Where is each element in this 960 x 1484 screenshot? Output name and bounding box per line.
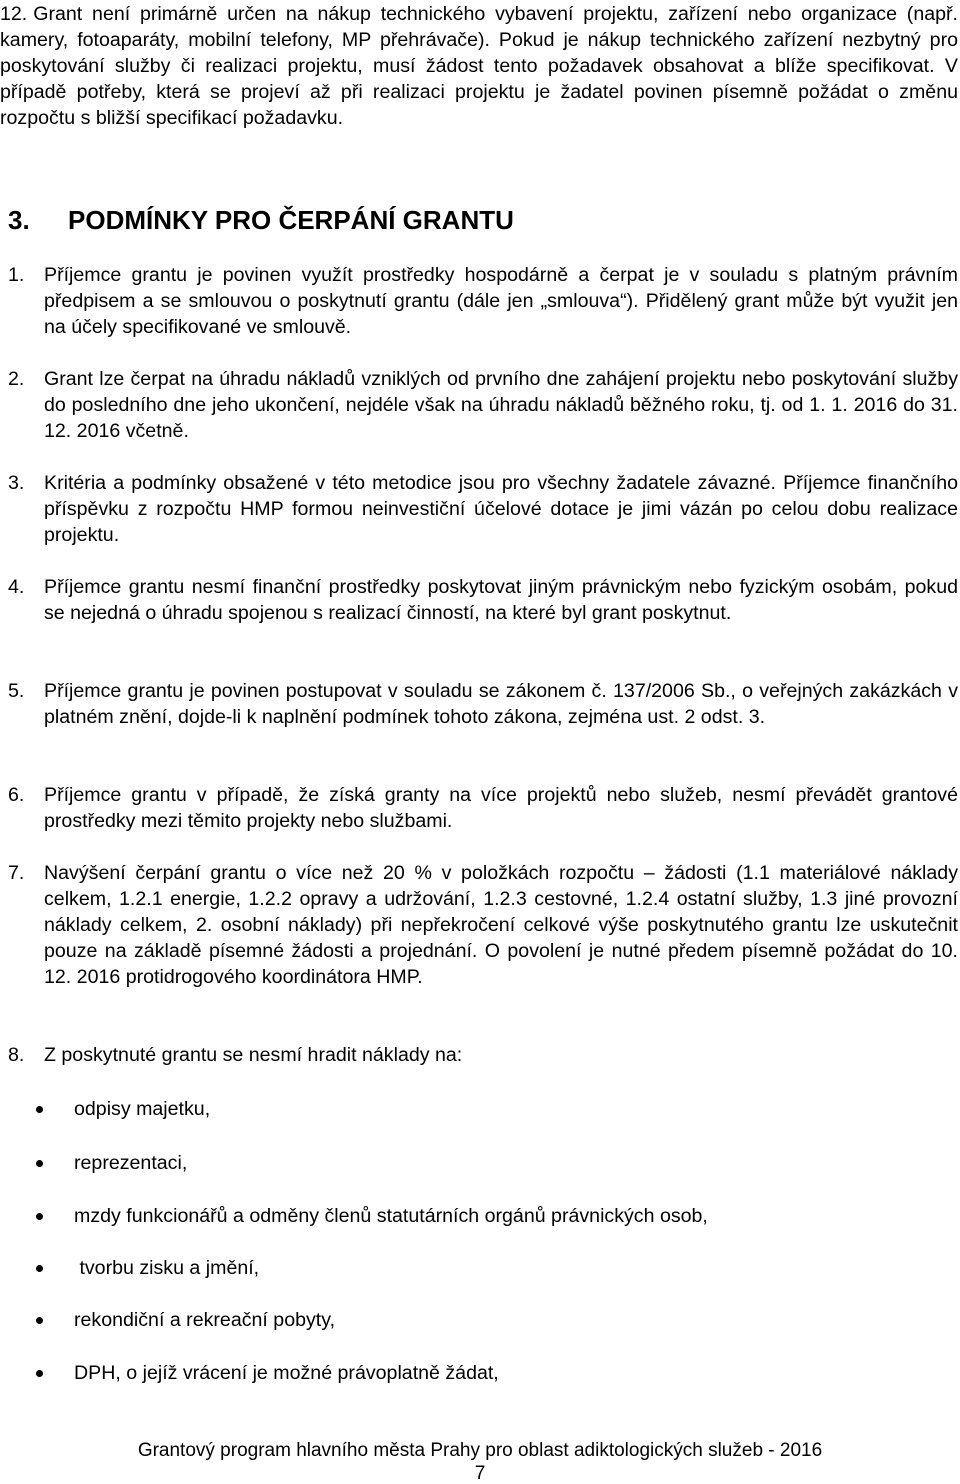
paragraph-12 — [0, 1, 958, 131]
item-3-number: 3. — [8, 472, 25, 494]
item-2-text: Grant lze čerpat na úhradu nákladů vzniklých od prvního dne zahájení projektu nebo poskytování služby do posledního dne jeho ukončení, nejdéle však na úhradu nákladů běžného roku, tj. od 1. 1. 2016 do 31. 12. 2016 včetně. — [44, 368, 958, 442]
item-6-number: 6. — [8, 784, 25, 806]
bullet-icon — [36, 1265, 43, 1272]
page-footer: Grantový program hlavního města Prahy pro oblast adiktologických služeb - 2016 — [137, 1440, 823, 1461]
item-7-text: Navýšení čerpání grantu o více než 20 % v položkách rozpočtu – žádosti (1.1 materiálové náklady celkem, 1.2.1 energie, 1.2.2 opravy a udržování, 1.2.3 cestovné, 1.2.4 ostatní služby, 1.3 jiné provozní náklady celkem, 2. osobní náklady) při nepřekročení celkové výše poskytnutého grantu lze uskutečnit pouze na základě písemné žádosti a projednání. O povolení je nutné předem písemně požádat do 10. 12. 2016 protidrogového koordinátora HMP. — [44, 862, 958, 988]
list-item-text: odpisy majetku, — [74, 1098, 211, 1120]
section-heading — [8, 204, 514, 236]
list-item — [0, 1203, 960, 1229]
item-8-text: Z poskytnuté grantu se nesmí hradit náklady na: — [44, 1044, 463, 1066]
item-7-number: 7. — [8, 862, 25, 884]
list-item-text: tvorbu zisku a jmění, — [74, 1257, 260, 1279]
list-item-text: mzdy funkcionářů a odměny členů statutárních orgánů právnických osob, — [74, 1205, 708, 1227]
item-4-number: 4. — [8, 576, 25, 598]
paragraph-12-number: 12. — [0, 3, 28, 25]
bullet-icon — [36, 1106, 43, 1113]
list-item — [0, 1307, 960, 1333]
list-item — [0, 1150, 960, 1176]
list-item-text: reprezentaci, — [74, 1152, 188, 1174]
bullet-icon — [36, 1160, 43, 1167]
list-item-text: rekondiční a rekreační pobyty, — [74, 1309, 336, 1331]
item-3-text: Kritéria a podmínky obsažené v této metodice jsou pro všechny žadatele závazné. Příjemce finančního příspěvku z rozpočtu HMP formou neinvestiční účelové dotace je jimi vázán po celou dobu realizace projektu. — [44, 472, 958, 546]
bullet-icon — [36, 1317, 43, 1324]
list-item — [0, 1255, 960, 1281]
item-1-number: 1. — [8, 264, 25, 286]
item-4-text: Příjemce grantu nesmí finanční prostředky poskytovat jiným právnickým nebo fyzickým osobám, pokud se nejedná o úhradu spojenou s realizací činností, na které byl grant poskytnut. — [44, 576, 958, 624]
list-item — [0, 1360, 960, 1386]
list-item — [0, 1096, 960, 1122]
item-1-text: Příjemce grantu je povinen využít prostředky hospodárně a čerpat je v souladu s platným právním předpisem a se smlouvou o poskytnutí grantu (dále jen „smlouva“). Přidělený grant může být využit jen na účely specifikované ve smlouvě. — [44, 264, 958, 338]
list-item-text: DPH, o jejíž vrácení je možné právoplatně žádat, — [74, 1362, 499, 1384]
section-title: PODMÍNKY PRO ČERPÁNÍ GRANTU — [68, 205, 514, 235]
bullet-icon — [36, 1370, 43, 1377]
item-8-number: 8. — [8, 1044, 25, 1066]
paragraph-12-text: Grant není primárně určen na nákup technického vybavení projektu, zařízení nebo organizace (např. kamery, fotoaparáty, mobilní telefony, MP přehrávače). Pokud je nákup technického zařízení nezbytný pro poskytování služby či realizaci projektu, musí žádost tento požadavek obsahovat a blíže specifikovat. V případě potřeby, která se projeví až při realizaci projektu je žadatel povinen písemně požádat o změnu rozpočtu s bližší specifikací požadavku. — [0, 3, 958, 129]
item-5-number: 5. — [8, 680, 25, 702]
bullet-icon — [36, 1213, 43, 1220]
item-5-text: Příjemce grantu je povinen postupovat v souladu se zákonem č. 137/2006 Sb., o veřejných zakázkách v platném znění, dojde-li k naplnění podmínek tohoto zákona, zejména ust. 2 odst. 3. — [44, 680, 958, 728]
page-number: 7 — [474, 1463, 486, 1484]
item-2-number: 2. — [8, 368, 25, 390]
section-number: 3. — [8, 205, 30, 235]
item-6-text: Příjemce grantu v případě, že získá granty na více projektů nebo služeb, nesmí převádět grantové prostředky mezi těmito projekty nebo službami. — [44, 784, 958, 832]
